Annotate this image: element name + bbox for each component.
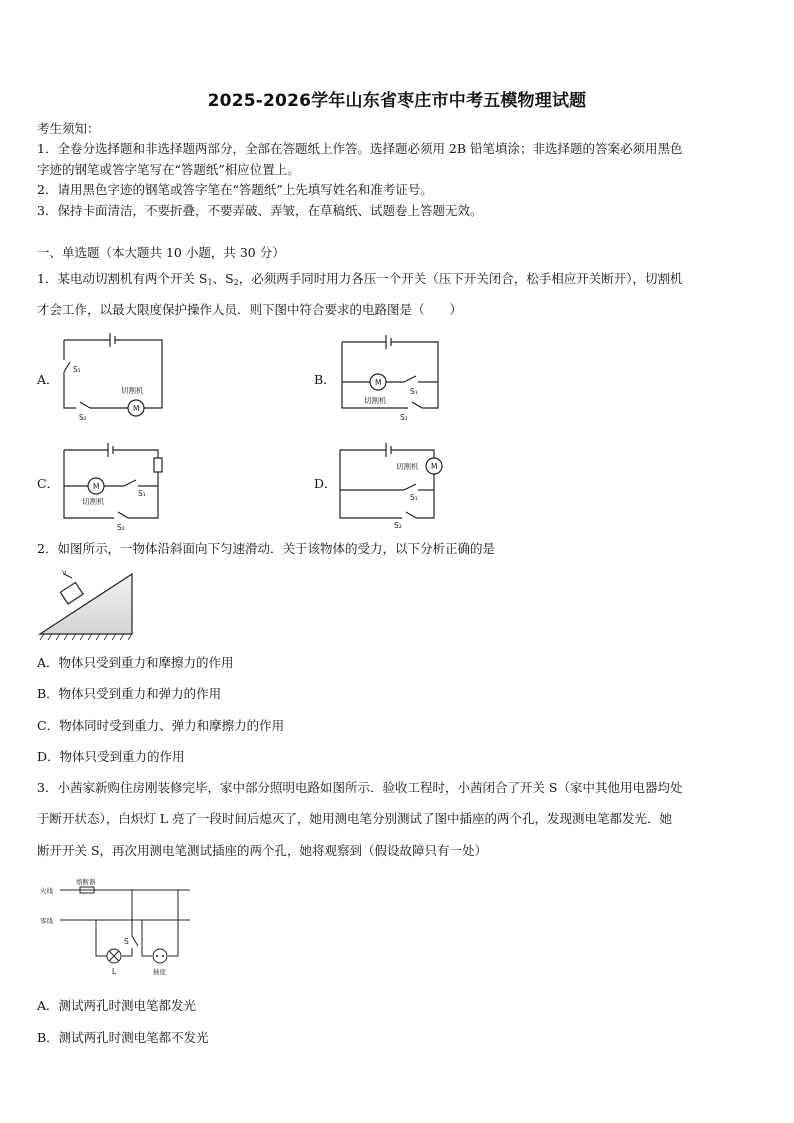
option-a-label: A．	[37, 372, 59, 387]
notice-heading: 考生须知：	[37, 121, 100, 136]
switch-s1-label: S₁	[410, 493, 418, 502]
question-3-option-a: A．测试两孔时测电笔都发光	[37, 998, 197, 1013]
question-1-stem: 1．某电动切割机有两个开关 $S_1$、$S_2$，必须两手同时用力各压一个开关（压下开关闭合，松手相应开关断开），切割机	[37, 271, 683, 287]
question-1-stem-line2: 才会工作，以最大限度保护操作人员．则下图中符合要求的电路图是（ ）	[37, 302, 463, 317]
machine-label: 切割机	[364, 396, 387, 405]
notice-item: 2．请用黑色字迹的钢笔或答字笔在“答题纸”上先填写姓名和准考证号。	[37, 182, 433, 197]
machine-label: 切割机	[121, 386, 144, 395]
switch-s2-label: S₂	[79, 413, 87, 422]
notice-item: 1．全卷分选择题和非选择题两部分，全部在答题纸上作答。选择题必须用 2B 铅笔填涂；非选择题的答案必须用黑色	[37, 141, 683, 156]
notice-item: 字迹的钢笔或答字笔写在“答题纸”相应位置上。	[37, 162, 300, 177]
switch-s1-label: S₁	[73, 365, 81, 374]
switch-s2-label: S₂	[117, 523, 125, 532]
question-2-stem: 2．如图所示，一物体沿斜面向下匀速滑动．关于该物体的受力，以下分析正确的是	[37, 541, 495, 556]
question-3-option-b: B．测试两孔时测电笔都不发光	[37, 1030, 209, 1045]
notice-item: 3．保持卡面清洁，不要折叠，不要弄破、弄皱，在草稿纸、试题卷上答题无效。	[37, 203, 483, 218]
motor-label: M	[93, 482, 100, 491]
option-b-label: B．	[314, 372, 336, 387]
page-title: 2025-2026学年山东省枣庄市中考五模物理试题	[207, 91, 587, 111]
switch-s1-label: S₁	[138, 489, 146, 498]
machine-label: 切割机	[396, 462, 419, 471]
question-2-option-c: C．物体同时受到重力、弹力和摩擦力的作用	[37, 718, 285, 733]
incline-diagram	[38, 566, 138, 646]
motor-label: M	[431, 462, 438, 471]
motor-label: M	[375, 378, 382, 387]
question-2-option-a: A．物体只受到重力和摩擦力的作用	[37, 655, 234, 670]
live-wire-label: 火线	[40, 887, 53, 895]
motor-label: M	[133, 404, 140, 413]
socket-label: 插座	[153, 968, 166, 976]
circuit-diagram-c	[62, 440, 172, 530]
circuit-diagram-a	[62, 330, 172, 420]
section-heading: 一、单选题（本大题共 10 小题，共 30 分）	[37, 245, 285, 260]
question-2-option-b: B．物体只受到重力和弹力的作用	[37, 686, 222, 701]
household-circuit-diagram	[40, 876, 200, 981]
switch-label: S	[124, 937, 129, 946]
question-3-stem-line3: 断开开关 S，再次用测电笔测试插座的两个孔，她将观察到（假设故障只有一处）	[37, 843, 488, 858]
option-d-label: D．	[314, 476, 337, 491]
neutral-wire-label: 零线	[40, 917, 53, 925]
question-3-stem-line2: 于断开状态），白炽灯 L 亮了一段时间后熄灭了，她用测电笔分别测试了图中插座的两个孔，发现测电笔都发光．她	[37, 811, 672, 826]
lamp-label: L	[112, 967, 117, 976]
circuit-diagram-d	[338, 440, 448, 530]
switch-s2-label: S₂	[400, 413, 408, 422]
question-3-stem-line1: 3．小茜家新购住房刚装修完毕，家中部分照明电路如图所示．验收工程时，小茜闭合了开关 S（家中其他用电器均处	[37, 780, 683, 795]
machine-label: 切割机	[82, 497, 105, 506]
switch-s1-label: S₁	[410, 387, 418, 396]
circuit-diagram-b	[340, 332, 445, 422]
question-2-option-d: D．物体只受到重力的作用	[37, 749, 185, 764]
option-c-label: C．	[37, 476, 60, 491]
fuse-label: 熔断器	[76, 878, 96, 886]
switch-s2-label: S₂	[394, 521, 402, 530]
velocity-label: v	[62, 568, 67, 577]
